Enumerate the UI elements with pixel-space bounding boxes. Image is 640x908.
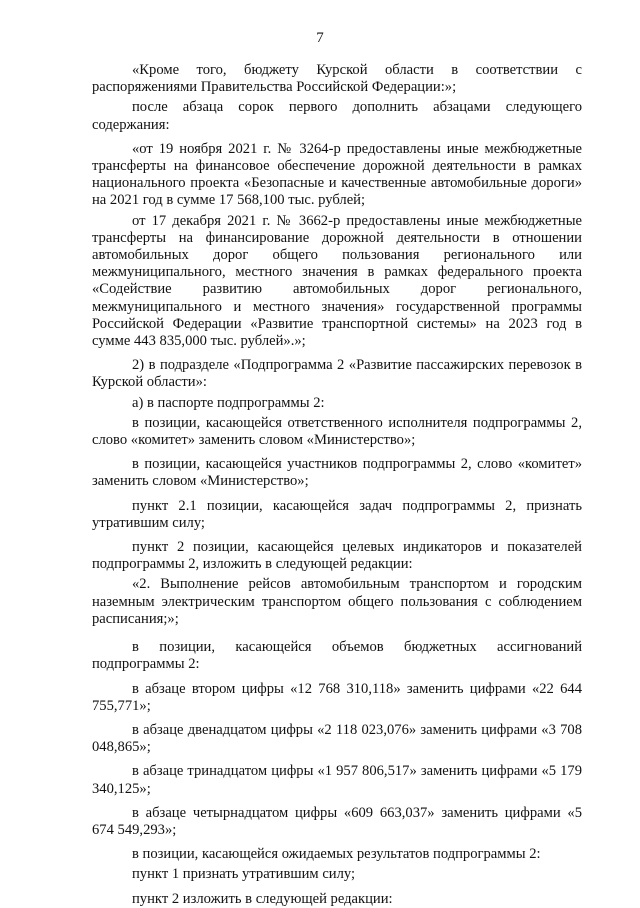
paragraph: от 17 декабря 2021 г. № 3662-р предоставлены иные межбюджетные трансферты на финансирование дорожной деятельности в отношении автомобильных дорог общего пользования регионального или межмуниципального, местного значения в рамках федерального проекта «Содействие развитию автомобильных дорог регионального, межмуниципального и местного значения» государственной программы Российской Федерации «Развитие транспортной системы» на 2023 год в сумме 443 835,000 тыс. рублей».»; xyxy=(92,212,582,350)
paragraph: в позиции, касающейся ответственного исполнителя подпрограммы 2, слово «комитет» заменить словом «Министерство»; xyxy=(92,414,582,449)
document-body xyxy=(92,62,582,908)
paragraph: «от 19 ноября 2021 г. № 3264-р предоставлены иные межбюджетные трансферты на финансовое обеспечение дорожной деятельности в рамках национального проекта «Безопасные и качественные автомобильные дороги» на 2021 год в сумме 17 568,100 тыс. рублей; xyxy=(92,140,582,209)
paragraph: в позиции, касающейся объемов бюджетных ассигнований подпрограммы 2: xyxy=(92,639,582,673)
paragraph: «2. Выполнение рейсов автомобильным транспортом и городским наземным электрическим транспортом общего пользования с соблюдением расписания;»; xyxy=(92,576,582,627)
paragraph: в абзаце втором цифры «12 768 310,118» заменить цифрами «22 644 755,771»; xyxy=(92,680,582,714)
paragraph: 2) в подразделе «Подпрограмма 2 «Развитие пассажирских перевозок в Курской области»: xyxy=(92,357,582,391)
paragraph: пункт 2.1 позиции, касающейся задач подпрограммы 2, признать утратившим силу; xyxy=(92,497,582,531)
paragraph: в абзаце тринадцатом цифры «1 957 806,517» заменить цифрами «5 179 340,125»; xyxy=(92,763,582,797)
paragraph: после абзаца сорок первого дополнить абзацами следующего содержания: xyxy=(92,99,582,133)
paragraph: в абзаце четырнадцатом цифры «609 663,037» заменить цифрами «5 674 549,293»; xyxy=(92,804,582,838)
paragraph: в позиции, касающейся участников подпрограммы 2, слово «комитет» заменить словом «Министерство»; xyxy=(92,456,582,490)
paragraph: в абзаце двенадцатом цифры «2 118 023,076» заменить цифрами «3 708 048,865»; xyxy=(92,721,582,756)
page-number: 7 xyxy=(316,30,324,46)
paragraph: а) в паспорте подпрограммы 2: xyxy=(132,394,325,411)
paragraph: пункт 2 позиции, касающейся целевых индикаторов и показателей подпрограммы 2, изложить в следующей редакции: xyxy=(92,539,582,573)
paragraph: «Кроме того, бюджету Курской области в соответствии с распоряжениями Правительства Российской Федерации:»; xyxy=(92,62,582,96)
paragraph: пункт 2 изложить в следующей редакции: xyxy=(132,890,393,907)
paragraph: в позиции, касающейся ожидаемых результатов подпрограммы 2: xyxy=(132,846,541,863)
paragraph: пункт 1 признать утратившим силу; xyxy=(132,866,356,883)
